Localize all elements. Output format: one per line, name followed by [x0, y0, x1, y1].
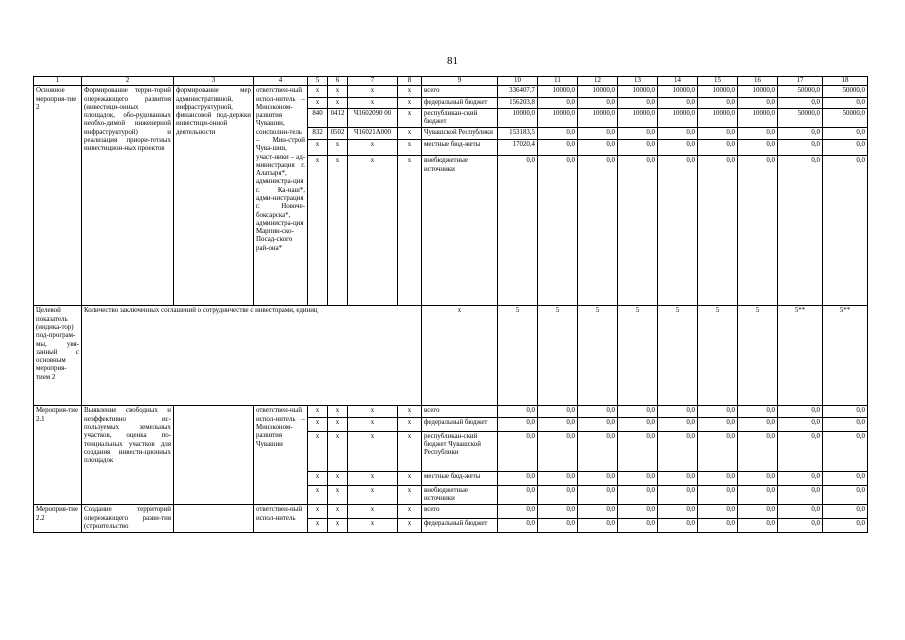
- funding-value: 0,0: [578, 471, 618, 485]
- funding-value: 10000,0: [538, 108, 578, 128]
- indicator-value: 5: [698, 306, 738, 406]
- funding-value: 0,0: [738, 518, 778, 532]
- funding-value: 0,0: [778, 97, 823, 108]
- code-expense-group: x: [398, 86, 422, 97]
- funding-value: 0,0: [658, 406, 698, 417]
- funding-value: 0,0: [498, 417, 538, 431]
- funding-value: 0,0: [778, 156, 823, 306]
- funding-value: 0,0: [618, 97, 658, 108]
- funding-source: всего: [422, 406, 498, 417]
- funding-row: [34, 406, 868, 417]
- column-number: 16: [738, 77, 778, 86]
- column-number: 10: [498, 77, 538, 86]
- funding-value: 0,0: [538, 505, 578, 518]
- funding-value: 0,0: [538, 156, 578, 306]
- funding-value: 10000,0: [578, 108, 618, 128]
- measure-task: формирование мер административной, инфраструктурной, финансовой под-держки инвестици-онной деятельности: [174, 86, 254, 306]
- code-target-article: x: [348, 417, 398, 431]
- code-expense-group: x: [398, 406, 422, 417]
- funding-value: 50000,0: [823, 108, 868, 128]
- code-section: x: [328, 140, 348, 156]
- funding-value: 0,0: [538, 431, 578, 471]
- program-table: [33, 76, 868, 533]
- funding-value: 0,0: [778, 505, 823, 518]
- funding-value: 0,0: [578, 417, 618, 431]
- funding-source: Чувашской Республики: [422, 128, 498, 140]
- funding-value: 0,0: [823, 431, 868, 471]
- funding-value: 0,0: [658, 97, 698, 108]
- indicator-value: 5**: [823, 306, 868, 406]
- page-number: 81: [447, 55, 458, 67]
- funding-value: 0,0: [698, 485, 738, 505]
- funding-value: 0,0: [578, 518, 618, 532]
- funding-value: 0,0: [498, 485, 538, 505]
- measure-executor: ответствен-ный испол-нитель: [254, 505, 308, 533]
- funding-value: 0,0: [778, 471, 823, 485]
- funding-value: 0,0: [658, 505, 698, 518]
- indicator-value: 5: [578, 306, 618, 406]
- indicator-name: Целевой показатель (индика-тор) под-програм-мы, увя-занный с основным мероприя-тием 2: [34, 306, 82, 406]
- indicator-value: 5: [498, 306, 538, 406]
- funding-value: 0,0: [618, 417, 658, 431]
- funding-value: 0,0: [738, 431, 778, 471]
- funding-source: федеральный бюджет: [422, 417, 498, 431]
- funding-value: 0,0: [538, 140, 578, 156]
- code-section: x: [328, 471, 348, 485]
- funding-value: 0,0: [823, 128, 868, 140]
- code-expense-group: x: [398, 417, 422, 431]
- funding-value: 10000,0: [698, 86, 738, 97]
- funding-value: 0,0: [618, 140, 658, 156]
- funding-value: 0,0: [778, 431, 823, 471]
- column-number: 2: [82, 77, 174, 86]
- funding-source: республикан-ский бюджет: [422, 108, 498, 128]
- funding-value: 156203,8: [498, 97, 538, 108]
- funding-value: 0,0: [823, 471, 868, 485]
- funding-value: 10000,0: [658, 108, 698, 128]
- funding-value: 0,0: [778, 406, 823, 417]
- funding-value: 0,0: [738, 406, 778, 417]
- funding-value: 10000,0: [658, 86, 698, 97]
- funding-value: 0,0: [778, 128, 823, 140]
- funding-value: 0,0: [618, 505, 658, 518]
- funding-value: 10000,0: [698, 108, 738, 128]
- code-section: x: [328, 505, 348, 518]
- funding-value: 0,0: [578, 140, 618, 156]
- code-section: x: [328, 86, 348, 97]
- funding-value: 0,0: [738, 140, 778, 156]
- column-number: 7: [348, 77, 398, 86]
- code-expense-group: x: [398, 505, 422, 518]
- measure-executor: ответствен-ный испол-нитель – Минэконом-развития Чувашии: [254, 406, 308, 505]
- funding-value: 0,0: [618, 471, 658, 485]
- funding-value: 0,0: [658, 471, 698, 485]
- funding-value: 0,0: [823, 518, 868, 532]
- funding-value: 0,0: [738, 485, 778, 505]
- column-number: 12: [578, 77, 618, 86]
- funding-value: 153183,5: [498, 128, 538, 140]
- funding-value: 0,0: [778, 518, 823, 532]
- code-expense-group: x: [398, 485, 422, 505]
- measure-name: Мероприя-тие 2.2: [34, 505, 82, 533]
- column-number: 17: [778, 77, 823, 86]
- code-grbs: x: [308, 518, 328, 532]
- code-grbs: x: [308, 417, 328, 431]
- funding-value: 0,0: [823, 97, 868, 108]
- code-expense-group: x: [398, 156, 422, 306]
- funding-value: 0,0: [823, 417, 868, 431]
- funding-value: 0,0: [618, 431, 658, 471]
- funding-value: 0,0: [658, 431, 698, 471]
- funding-value: 0,0: [578, 97, 618, 108]
- code-target-article: x: [348, 471, 398, 485]
- funding-value: 0,0: [578, 156, 618, 306]
- code-grbs: x: [308, 505, 328, 518]
- code-target-article: x: [348, 518, 398, 532]
- funding-value: 0,0: [823, 485, 868, 505]
- funding-value: 10000,0: [538, 86, 578, 97]
- indicator-value: 5: [738, 306, 778, 406]
- code-target-article: x: [348, 505, 398, 518]
- funding-value: 0,0: [738, 471, 778, 485]
- funding-value: 0,0: [823, 406, 868, 417]
- column-number: 15: [698, 77, 738, 86]
- code-section: 0412: [328, 108, 348, 128]
- funding-source: всего: [422, 505, 498, 518]
- funding-value: 0,0: [618, 406, 658, 417]
- column-number: 3: [174, 77, 254, 86]
- funding-value: 0,0: [658, 417, 698, 431]
- funding-value: 0,0: [618, 156, 658, 306]
- funding-value: 10000,0: [738, 86, 778, 97]
- column-number: 13: [618, 77, 658, 86]
- code-grbs: x: [308, 156, 328, 306]
- code-grbs: x: [308, 406, 328, 417]
- funding-value: 0,0: [618, 485, 658, 505]
- code-target-article: Ч16021А000: [348, 128, 398, 140]
- funding-value: 0,0: [738, 128, 778, 140]
- indicator-row: [34, 306, 868, 406]
- funding-value: 0,0: [738, 156, 778, 306]
- code-expense-group: x: [398, 140, 422, 156]
- funding-source: федеральный бюджет: [422, 97, 498, 108]
- funding-source: местные бюд-жеты: [422, 471, 498, 485]
- funding-value: 0,0: [538, 518, 578, 532]
- funding-value: 0,0: [698, 406, 738, 417]
- funding-value: 0,0: [578, 485, 618, 505]
- funding-value: 0,0: [778, 140, 823, 156]
- code-grbs: 832: [308, 128, 328, 140]
- funding-row: [34, 86, 868, 97]
- funding-value: 0,0: [578, 406, 618, 417]
- measure-goal: Создание территорий опережающего разви-тия (строительство: [82, 505, 174, 533]
- funding-value: 0,0: [778, 485, 823, 505]
- indicator-value: 5: [618, 306, 658, 406]
- code-target-article: x: [348, 406, 398, 417]
- funding-value: 0,0: [698, 128, 738, 140]
- funding-value: 0,0: [578, 505, 618, 518]
- funding-value: 0,0: [698, 431, 738, 471]
- funding-source: федеральный бюджет: [422, 518, 498, 532]
- code-grbs: x: [308, 140, 328, 156]
- funding-value: 0,0: [823, 156, 868, 306]
- funding-value: 0,0: [738, 417, 778, 431]
- funding-value: 0,0: [698, 140, 738, 156]
- code-grbs: x: [308, 431, 328, 471]
- measure-name: Мероприя-тие 2.1: [34, 406, 82, 505]
- funding-value: 0,0: [578, 128, 618, 140]
- funding-value: 0,0: [698, 471, 738, 485]
- code-grbs: 840: [308, 108, 328, 128]
- indicator-code: x: [422, 306, 498, 406]
- column-number: 8: [398, 77, 422, 86]
- code-expense-group: x: [398, 108, 422, 128]
- funding-value: 0,0: [498, 505, 538, 518]
- code-target-article: x: [348, 485, 398, 505]
- column-number: 1: [34, 77, 82, 86]
- column-number: 18: [823, 77, 868, 86]
- column-number: 11: [538, 77, 578, 86]
- funding-row: [34, 505, 868, 518]
- code-target-article: x: [348, 97, 398, 108]
- measure-name: Основное мероприя-тие 2: [34, 86, 82, 306]
- measure-executor: ответствен-ный испол-нитель – Минэконом-развития Чувашии, соисполни-тель – Мин-строй Чува-шии, участ-ники – ад-министрация г. Алатыря*, администра-ция г. Ка-наш*, адми-нистрация г. Новоче-боксарска*, администра-ция Марпин-ско-Посад-ского рай-она*: [254, 86, 308, 306]
- funding-value: 336407,7: [498, 86, 538, 97]
- code-section: x: [328, 417, 348, 431]
- indicator-value: 5**: [778, 306, 823, 406]
- funding-value: 0,0: [698, 156, 738, 306]
- measure-goal: Формирование терри-торий опережающего развития (инвестици-онных площадок, обо-рудованных необхо-димой инженерной инфраструктурой) и реализация приори-тетных инвестицион-ных проектов: [82, 86, 174, 306]
- code-expense-group: x: [398, 471, 422, 485]
- column-number: 6: [328, 77, 348, 86]
- funding-value: 0,0: [538, 406, 578, 417]
- code-section: x: [328, 518, 348, 532]
- funding-value: 0,0: [538, 417, 578, 431]
- column-number: 4: [254, 77, 308, 86]
- measure-task: [174, 406, 254, 505]
- funding-value: 0,0: [498, 156, 538, 306]
- code-section: x: [328, 97, 348, 108]
- funding-value: 0,0: [538, 471, 578, 485]
- code-expense-group: x: [398, 431, 422, 471]
- code-grbs: x: [308, 471, 328, 485]
- funding-value: 0,0: [498, 406, 538, 417]
- code-section: x: [328, 431, 348, 471]
- funding-value: 0,0: [778, 417, 823, 431]
- funding-value: 0,0: [658, 128, 698, 140]
- funding-value: 10000,0: [738, 108, 778, 128]
- funding-value: 10000,0: [618, 108, 658, 128]
- indicator-value: 5: [658, 306, 698, 406]
- measure-task: [174, 505, 254, 533]
- code-target-article: x: [348, 86, 398, 97]
- funding-value: 0,0: [658, 156, 698, 306]
- funding-value: 0,0: [538, 97, 578, 108]
- funding-value: 0,0: [823, 505, 868, 518]
- funding-value: 50000,0: [778, 108, 823, 128]
- measure-goal: Выявление свободных и неэффективно ис-пользуемых земельных участков, оценка по-тенциальных участков для создания инвести-ционных площадок: [82, 406, 174, 505]
- funding-value: 10000,0: [618, 86, 658, 97]
- code-target-article: x: [348, 431, 398, 471]
- code-target-article: Ч1602090 00: [348, 108, 398, 128]
- funding-value: 10000,0: [498, 108, 538, 128]
- funding-value: 0,0: [698, 505, 738, 518]
- code-grbs: x: [308, 485, 328, 505]
- funding-value: 0,0: [658, 485, 698, 505]
- column-number: 5: [308, 77, 328, 86]
- code-section: x: [328, 156, 348, 306]
- funding-value: 10000,0: [578, 86, 618, 97]
- funding-source: всего: [422, 86, 498, 97]
- funding-source: местные бюд-жеты: [422, 140, 498, 156]
- funding-value: 0,0: [698, 518, 738, 532]
- funding-value: 0,0: [618, 518, 658, 532]
- funding-value: 0,0: [498, 431, 538, 471]
- funding-value: 0,0: [578, 431, 618, 471]
- funding-value: 50000,0: [778, 86, 823, 97]
- funding-value: 0,0: [823, 140, 868, 156]
- code-grbs: x: [308, 97, 328, 108]
- funding-value: 17020,4: [498, 140, 538, 156]
- code-expense-group: x: [398, 518, 422, 532]
- column-number: 14: [658, 77, 698, 86]
- funding-source: внебюджетные источники: [422, 156, 498, 306]
- column-number: 9: [422, 77, 498, 86]
- funding-value: 0,0: [498, 471, 538, 485]
- funding-value: 0,0: [698, 97, 738, 108]
- funding-source: внебюджетные источники: [422, 485, 498, 505]
- indicator-text: Количество заключенных соглашений о сотрудничестве с инвесторами, единиц: [82, 306, 422, 406]
- header-row: [34, 77, 868, 86]
- funding-value: 0,0: [538, 128, 578, 140]
- funding-value: 0,0: [738, 505, 778, 518]
- code-section: x: [328, 406, 348, 417]
- funding-value: 0,0: [498, 518, 538, 532]
- funding-source: республикан-ский бюджет Чувашской Республики: [422, 431, 498, 471]
- funding-value: 50000,0: [823, 86, 868, 97]
- indicator-value: 5: [538, 306, 578, 406]
- code-target-article: x: [348, 156, 398, 306]
- funding-value: 0,0: [618, 128, 658, 140]
- code-expense-group: x: [398, 128, 422, 140]
- funding-value: 0,0: [738, 97, 778, 108]
- code-grbs: x: [308, 86, 328, 97]
- funding-value: 0,0: [538, 485, 578, 505]
- funding-value: 0,0: [658, 518, 698, 532]
- code-expense-group: x: [398, 97, 422, 108]
- code-target-article: x: [348, 140, 398, 156]
- funding-value: 0,0: [658, 140, 698, 156]
- code-section: x: [328, 485, 348, 505]
- code-section: 0502: [328, 128, 348, 140]
- funding-value: 0,0: [698, 417, 738, 431]
